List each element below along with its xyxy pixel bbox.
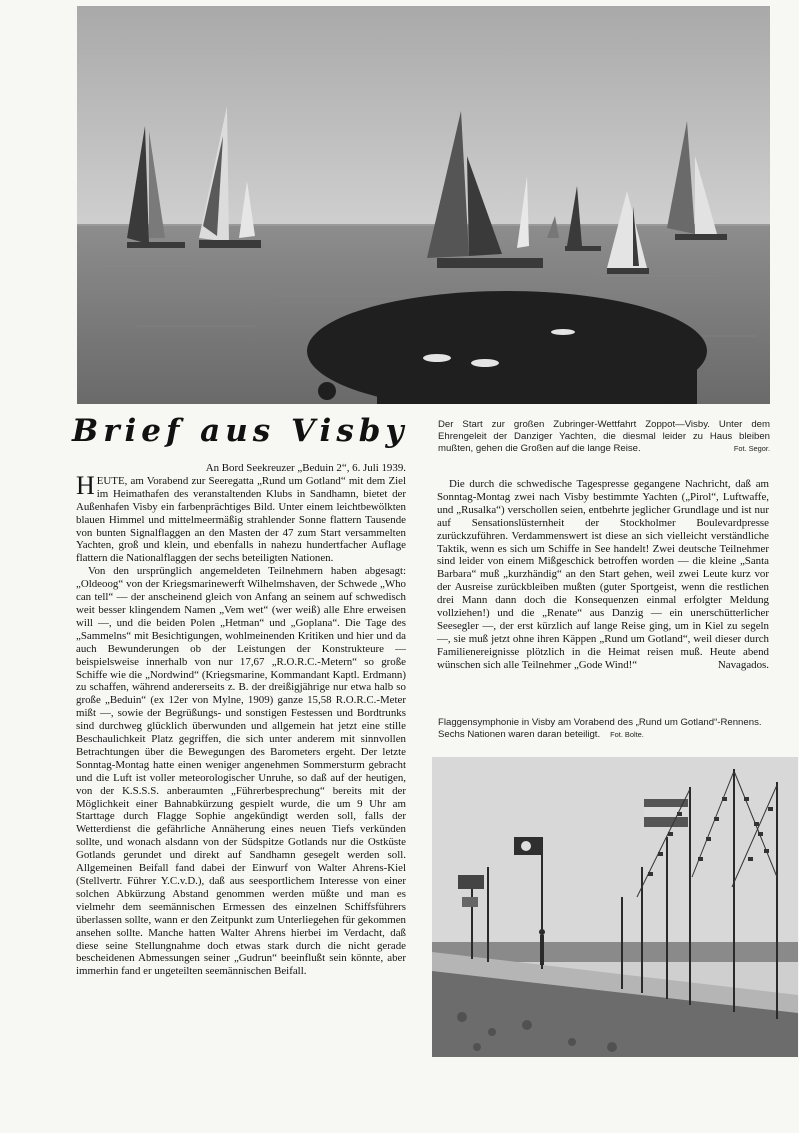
photo-credit-top: Fot. Segor. (733, 444, 770, 453)
harbor-flags-photo (432, 757, 798, 1057)
drop-cap: H (76, 470, 95, 500)
photo-caption-bottom (438, 717, 770, 741)
photo-caption-top (438, 419, 770, 455)
paragraph-3-text: Die durch die schwedische Tagespresse gegangene Nachricht, daß am Sonntag-Montag zwei nach Visby bestimmte Yachten („Pirol“, Luftwaffe, und „Rusalka“) verschollen seien, entbehrte jeglicher Grundlage und ist nur auf Sensationslüsternheit der Stockholmer Boulevardpresse zurückzuführen. Verdammenswert ist diese an sich vielleicht verständliche Taktik, wenn es sich um Schiffe in See handelt! Zwei deutsche Teilnehmer sind leider von einem Mißgeschick betroffen worden — die kleine „Santa Barbara“ muß „kurzhändig“ an den Start gehen, weil zwei Leute kurz vor der Ausreise zurückbleiben mußten (guter Sportgeist, wenn die restlichen drei Mann dann doch die Konsequenzen einmal erfolgter Meldung vollziehen!) und die „Renate“ aus Danzig — ein unerschütterlicher Seesegler —, der erst kürzlich auf lange Reise ging, um in Kiel zu segeln —, sie muß jetzt ohne ihren Käppen „Rund um Gotland“, weil dieser durch Familienereignisse plötzlich in die Heimat reisen muß. Heute abend wünschen sich alle Teilnehmer „Gode Wind!“ (437, 478, 769, 671)
article-column-left (76, 462, 406, 978)
regatta-start-photo (77, 6, 770, 404)
article-column-right (437, 478, 769, 672)
paragraph-2: Von den ursprünglich angemeldeten Teilnehmern haben abgesagt: „Oldeoog“ von der Kriegsmarinewerft Wilhelmshaven, der Schwede „Who can tell“ — der anscheinend gleich von Anfang an seinem auf schwedisch weit besser klingendem Namen „Vem wet“ (wer weiß) alle Ehre erweisen will —, und die beiden Polen „Hetman“ und „Goplana“. Die Tage des „Sammelns“ mit Besichtigungen, wohlmeinenden Kritiken und hier und da auch Bewunderungen ob der Leistungen der Konstrukteure — beispielsweise innerhalb von nur 17,67 „R.O.R.C.-Metern“ so große Schiffe wie die „Nordwind“ (Kriegsmarine, Kommandant Kaptl. Erdmann) zu schaffen, während andererseits z. B. der dreißigjährige nur etwa halb so große „Beduin“ (ex 12er von Mylne, 1909) ganze 15,58 R.O.R.C.-Meter mißt —, sowie der Begrüßungs- und sonstigen Festessen und Bordtrunks sind durchweg glücklich überwunden und allgemein hat jetzt eine stille Beschaulichkeit Platz gegriffen, die sich unter anderem mit sinnvollen Betrachtungen über die Bewegungen des Barometers ergeht. Der letzte Sonntag-Montag hatte einen weniger angenehmen Sommersturm gebracht und die Luft ist voller meteorologischer Unruhe, so daß auf der heutigen, von der K.S.S.S. anberaumten „Führerbesprechung“ bereits mit der Möglichkeit einer Bahnabkürzung gespielt wurde, die um 9 Uhr am Starttage durch Flagge Sophie angekündigt werden soll, falls der Wetterdienst die gefährliche Annäherung eines neuen Tiefs verkünden sollte, und wonach alsdann von der Südspitze Gotlands nur die Ostküste Gotlands gerundet und direkt auf Sandhamn gesegelt werden soll. Allgemeinen Beifall fand dabei der Einwurf von Walter Ahrens-Kiel (Stellvertr. Führer Y.C.v.D.), daß aus seesportlichem Interesse von einer solchen Abkürzung Abstand genommen werden müßte und man es vielmehr dem seemännischen Ermessen des einzelnen Schiffsführers überlassen sollte, wann er den Zeitpunkt zum Unterliegehen für gekommen ansehen sollte. Manche hatten Walter Ahrens hierbei im Verdacht, daß diese seine Stellungnahme doch etwas stark durch die nicht gerade bescheidenen Abmessungen seiner „Gudrun“ beeinflußt sein könnte, aber immerhin fand er ungeteilten seemännischen Beifall. (76, 565, 406, 978)
caption-top-text: Der Start zur großen Zubringer-Wettfahrt Zoppot—Visby. Unter dem Ehrengeleit der Danziger Yachten, die diesmal leider zu Haus bleiben mußten, gehen die Großen auf die lange Reise. (438, 419, 770, 454)
author-signoff: Navagados. (717, 658, 769, 671)
photo-credit-bottom: Fot. Bolte. (610, 730, 644, 739)
paragraph-3 (437, 478, 769, 672)
caption-bottom-text: Flaggensymphonie in Visby am Vorabend des „Rund um Gotland“-Rennens. Sechs Nationen waren daran beteiligt. (438, 717, 762, 740)
lead-paragraph-text: EUTE, am Vorabend zur Seeregatta „Rund um Gotland“ mit dem Ziel im Heimathafen des veranstaltenden Klubs in Sandhamn, bietet der Außenhafen Visby ein farbenprächtiges Bild. Unter einem leichtbewölkten blauen Himmel und mittelmeermäßig strahlender Sonne flattern Tausende von bunten Signalflaggen an den Masten der 47 zum Start versammelten Yachten, groß und klein, und ebenfalls in nahezu hundertfacher Auflage flattern die Nationalflaggen der sechs beteiligten Nationen. (76, 474, 406, 565)
article-headline: Brief aus Visby (72, 413, 409, 449)
lead-paragraph (76, 470, 406, 565)
dateline: An Bord Seekreuzer „Beduin 2“, 6. Juli 1939. (205, 462, 406, 474)
